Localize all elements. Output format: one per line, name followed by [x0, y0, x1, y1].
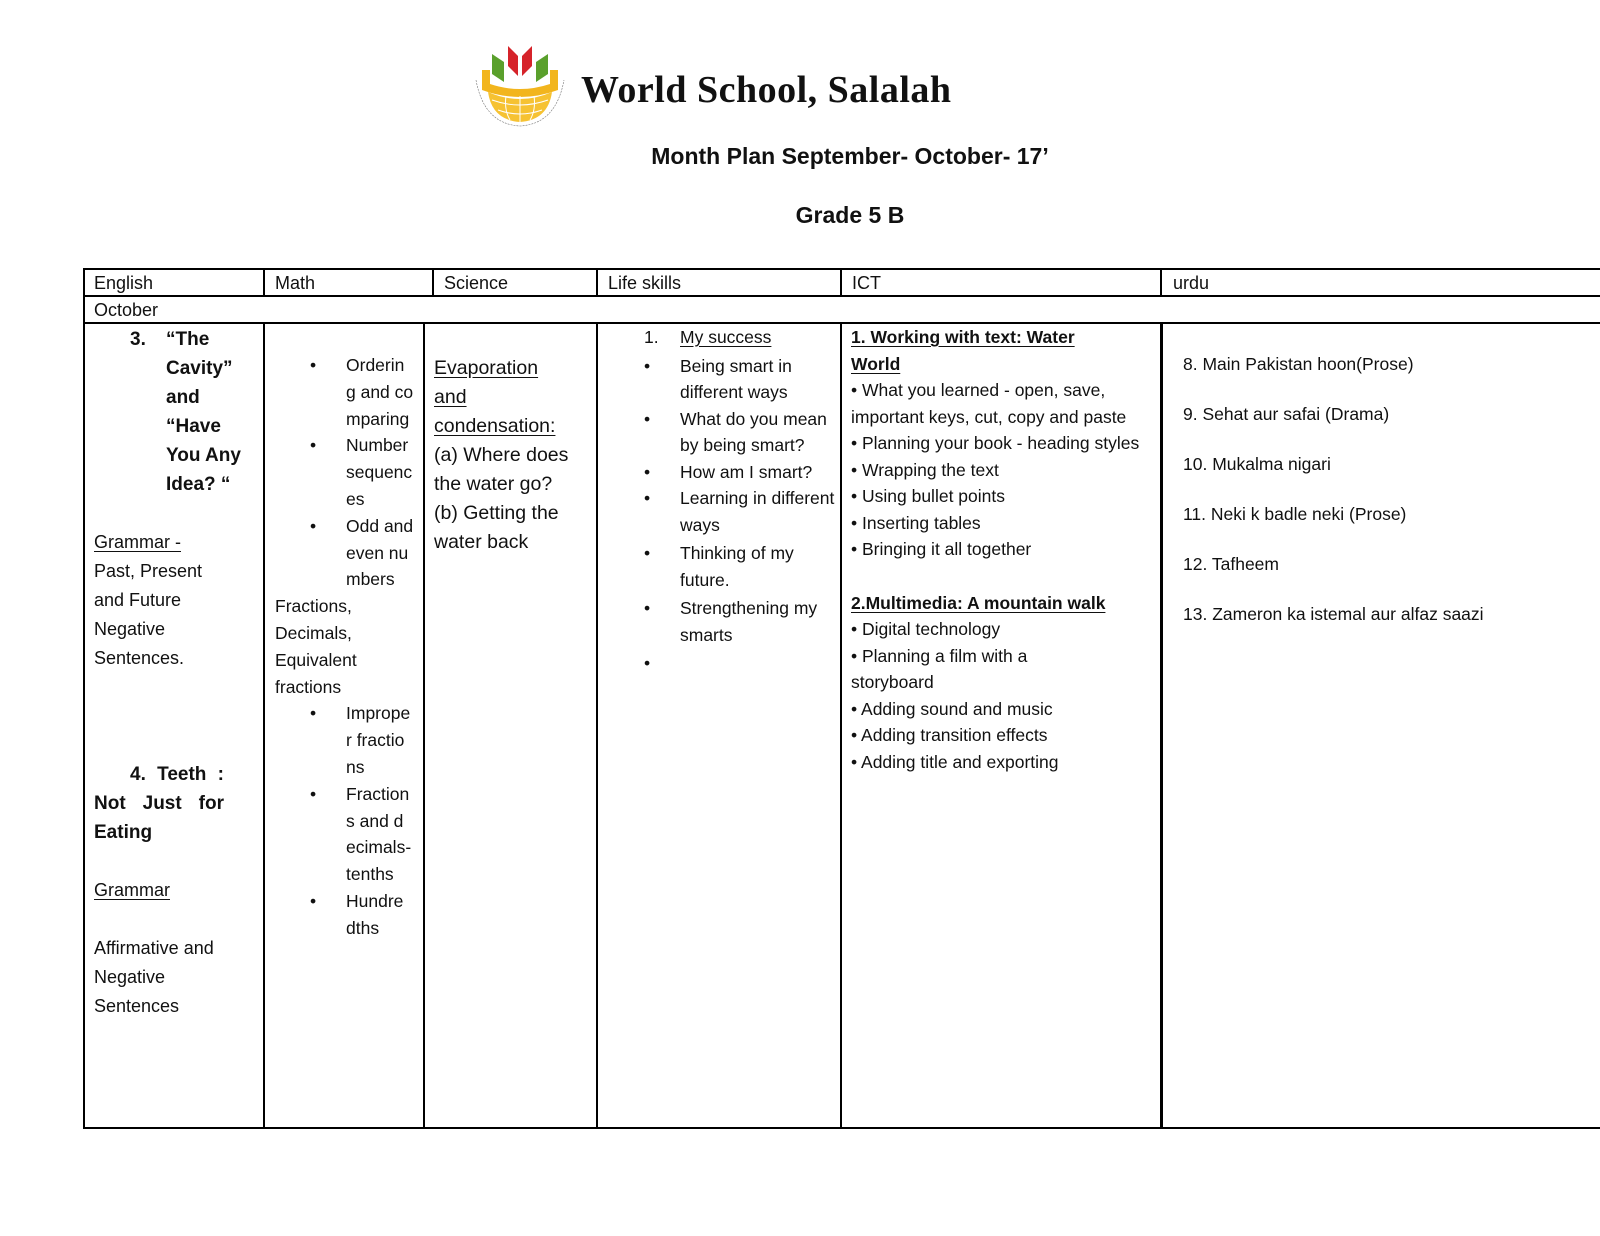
science-item-a: (a) Where does the water go? [434, 444, 569, 495]
ict-section-2: 2.Multimedia: A mountain walk [851, 592, 1106, 613]
list-title: My success [680, 327, 772, 347]
list-item: 11. Neki k badle neki (Prose) [1183, 504, 1407, 524]
list-number: 1. [644, 327, 659, 347]
column-header-science: Science [444, 273, 509, 293]
list-item: • Learning in different ways [644, 488, 835, 535]
column-header-life-skills: Life skills [608, 273, 682, 293]
list-item: • Planning a film with a storyboard [851, 645, 1028, 692]
english-cell [94, 325, 259, 1021]
list-item: 12. Tafheem [1183, 554, 1279, 574]
list-item: • Odd and even numbers [264, 513, 414, 593]
math-topic: Fractions, Decimals, Equivalent fractions [275, 596, 357, 697]
list-item: • Being smart in different ways [644, 355, 792, 402]
list-item: • Wrapping the text [851, 459, 999, 480]
list-item: 8. Main Pakistan hoon(Prose) [1183, 354, 1414, 374]
life-skills-list [598, 324, 838, 677]
column-header-urdu: urdu [1173, 273, 1210, 293]
life-skills-title [598, 324, 838, 351]
lesson-number: 3. [130, 329, 146, 350]
list-item: • Adding title and exporting [851, 751, 1059, 772]
math-cell [264, 352, 422, 942]
list-item: • [644, 653, 651, 673]
list-item: • Fractions and decimals-tenths [264, 781, 412, 888]
list-item: • What you learned - open, save, important keys, cut, copy and paste [851, 380, 1127, 427]
list-item: • Bringing it all together [851, 539, 1032, 559]
list-item: • What do you mean by being smart? [644, 408, 827, 455]
math-list-2 [264, 700, 422, 941]
month-row: October [94, 300, 159, 320]
column-header-ict: ICT [852, 273, 881, 293]
list-item: • Improper fractions [264, 700, 412, 780]
science-heading: Evaporation and condensation: [434, 357, 556, 437]
grammar-label-1: Grammar - [94, 532, 181, 552]
list-item: • Planning your book - heading styles [851, 433, 1140, 453]
lesson-title: “The Cavity” and “Have You Any Idea? “ [166, 329, 241, 495]
grammar-text-2: Affirmative and Negative Sentences [94, 938, 214, 1016]
ict-list-2 [851, 616, 1151, 775]
urdu-cell [1183, 351, 1593, 651]
ict-section-1: 1. Working with text: Water World [851, 327, 1075, 374]
science-cell [434, 354, 594, 557]
list-item: • Inserting tables [851, 512, 981, 533]
english-lesson-4: 4. Teeth : Not Just for Eating [94, 764, 224, 843]
grammar-label-2: Grammar [94, 880, 170, 900]
list-item: • How am I smart? [644, 461, 813, 482]
list-item: • Strengthening my smarts [644, 598, 818, 645]
plan-title: Month Plan September- October- 17’ [651, 143, 1049, 169]
list-item: • Hundredths [264, 888, 412, 942]
list-item: 9. Sehat aur safai (Drama) [1183, 404, 1390, 424]
grade-title: Grade 5 B [795, 202, 905, 228]
column-header-math: Math [275, 273, 316, 293]
list-item: • Thinking of my future. [644, 543, 794, 590]
english-lesson-3 [94, 325, 259, 499]
list-item: 13. Zameron ka istemal aur alfaz saazi [1183, 604, 1484, 624]
list-item: 10. Mukalma nigari [1183, 454, 1331, 474]
math-list-1 [264, 352, 422, 593]
science-item-b: (b) Getting the water back [434, 502, 559, 553]
grammar-text-1: Past, Present and Future Negative Sentences. [94, 561, 203, 668]
life-skills-cell [598, 324, 838, 677]
list-item: • Digital technology [851, 619, 1001, 639]
school-logo [470, 40, 570, 128]
column-header-english: English [94, 273, 154, 293]
list-item: • Adding sound and music [851, 698, 1053, 719]
list-item: • Ordering and comparing [264, 352, 414, 432]
school-name: World School, Salalah [581, 69, 952, 111]
list-item: • Using bullet points [851, 486, 1005, 506]
ict-list-1 [851, 377, 1151, 563]
list-item: • Adding transition effects [851, 725, 1048, 745]
list-item: • Number sequences [264, 432, 414, 512]
ict-cell [851, 324, 1151, 775]
